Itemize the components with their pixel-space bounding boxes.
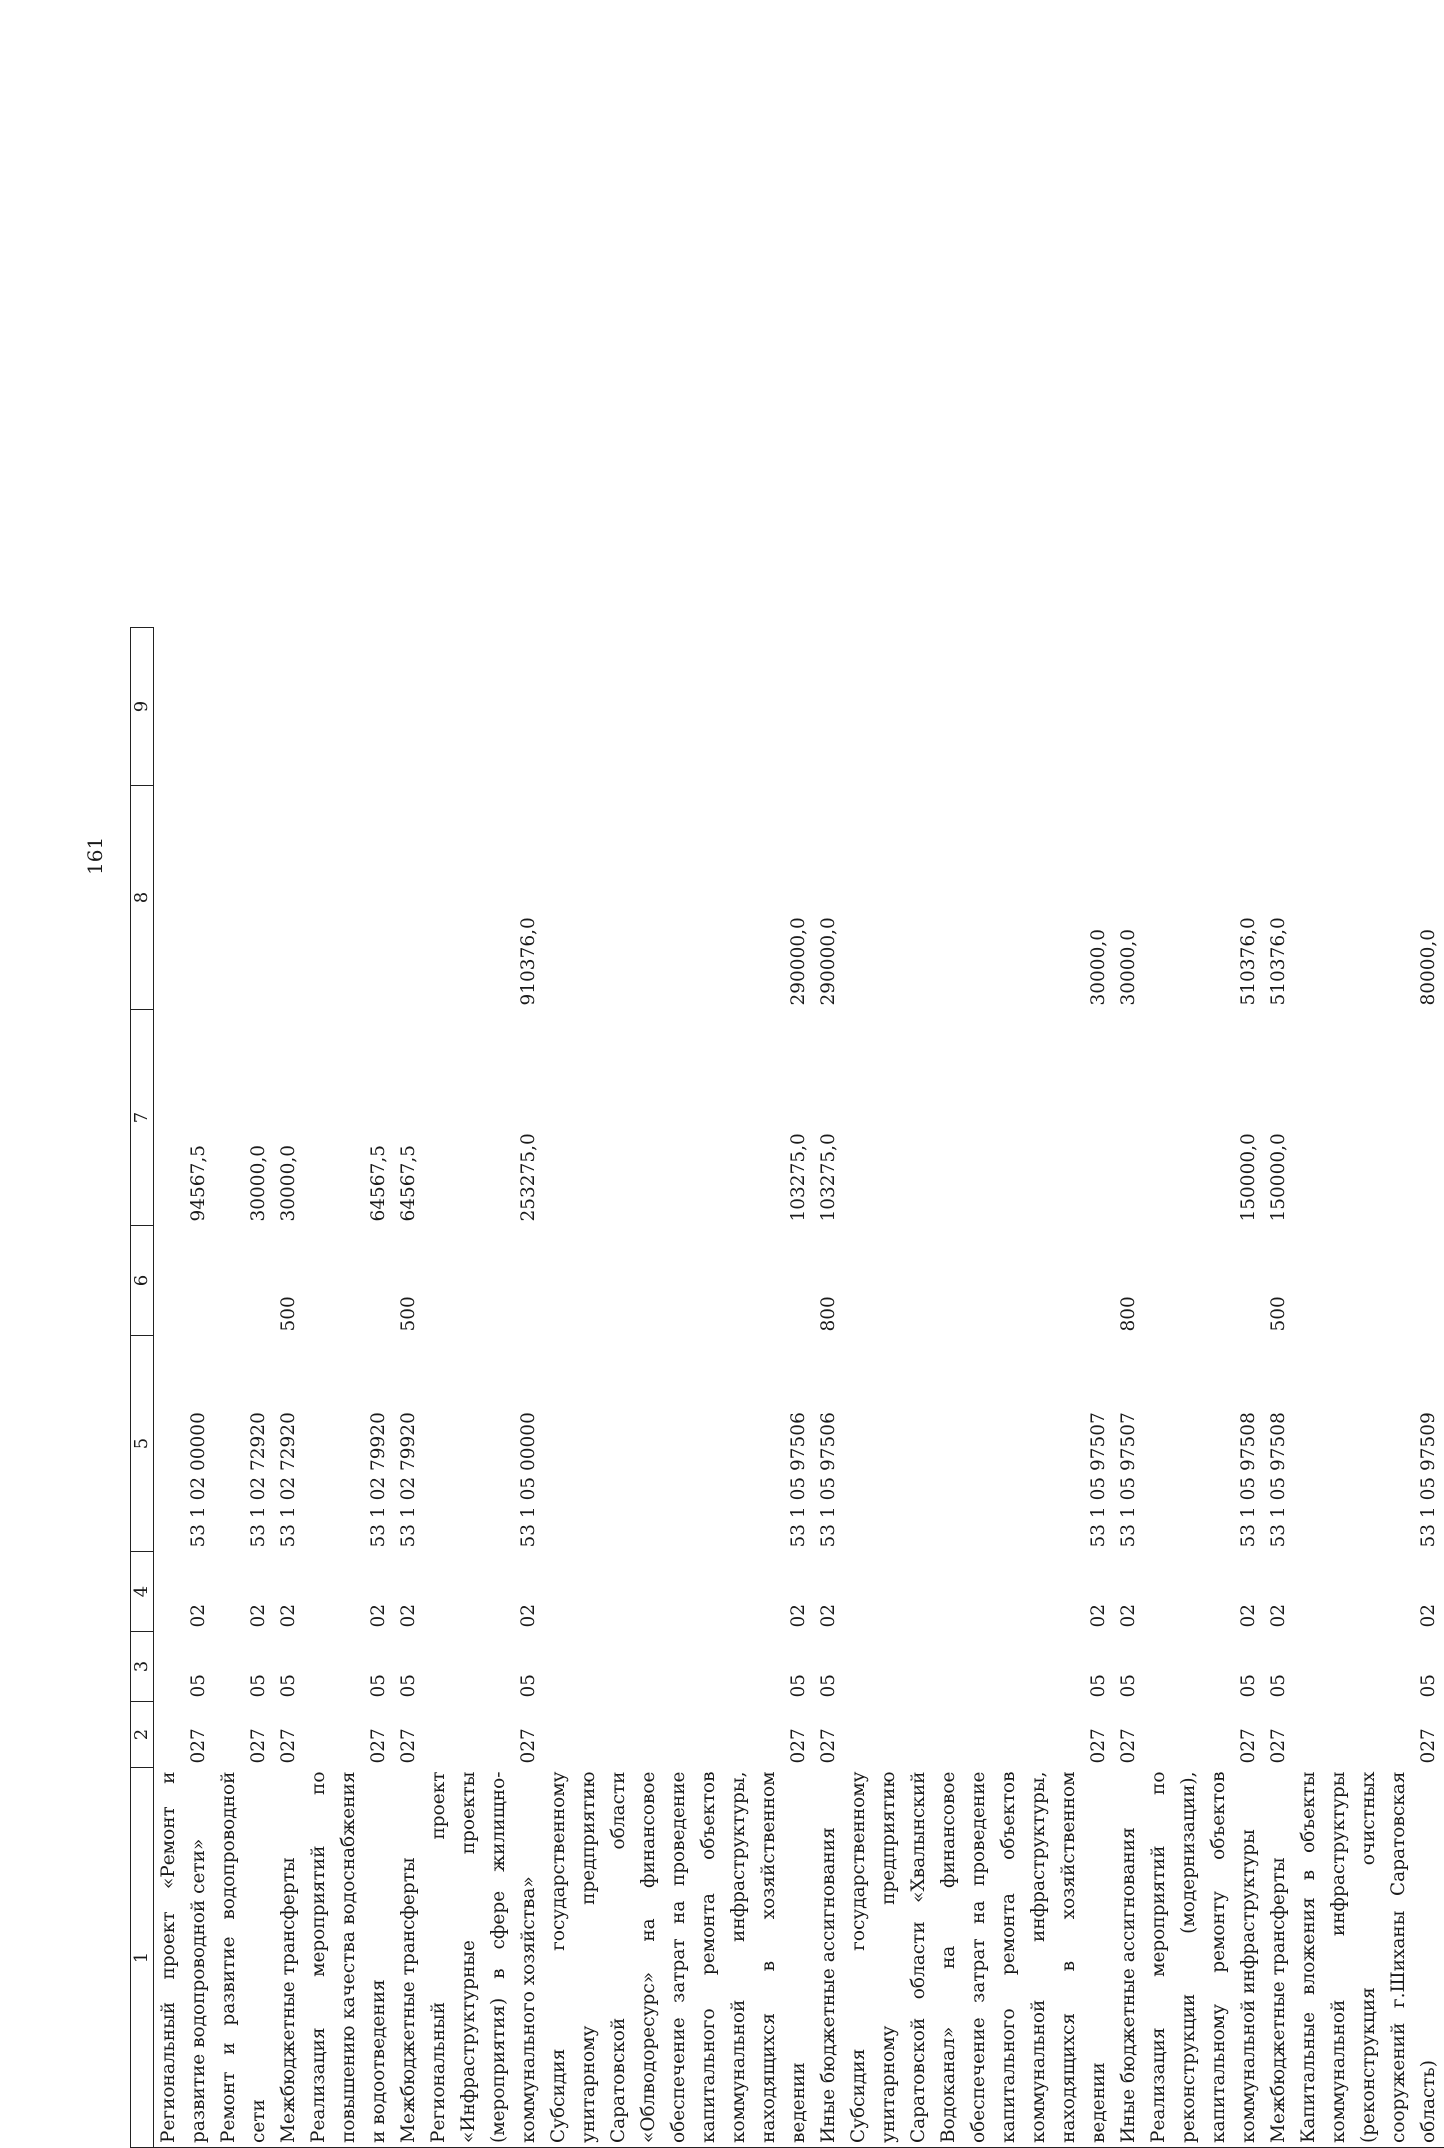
section-cell: 05	[1268, 1673, 1289, 1698]
amount-col7-cell: 64567,5	[368, 1144, 389, 1222]
amount-col7-cell: 253275,0	[518, 1133, 539, 1222]
expense-type-cell: 500	[398, 1296, 419, 1332]
column-header: 6	[131, 1226, 154, 1336]
admin-code-cell: 027	[1238, 1728, 1259, 1764]
row-name-cell: Капитальные вложения в объекты коммунальной инфраструктуры (реконструкция очистных сооружений г.Шиханы Саратовская область)	[1294, 1768, 1444, 2148]
target-article-cell: 53 1 02 72920	[278, 1412, 299, 1548]
row-name-cell: Иные бюджетные ассигнования	[814, 1768, 844, 2148]
row-name-cell: Иные бюджетные ассигнования	[1114, 1768, 1144, 2148]
column-header: 4	[131, 1552, 154, 1632]
table-row	[304, 628, 394, 2148]
expense-type-cell	[1144, 1226, 1264, 1336]
amount-col9-cell	[1144, 628, 1264, 786]
column-header: 7	[131, 1010, 154, 1226]
table-row	[814, 628, 844, 2148]
table-row	[394, 628, 424, 2148]
row-name-cell: Ремонт и развитие водопроводной сети	[214, 1768, 274, 2148]
expense-type-cell	[304, 1226, 394, 1336]
subsection-cell: 02	[248, 1603, 269, 1628]
amount-col8-cell	[304, 786, 394, 1010]
row-name-cell: Межбюджетные трансферты	[274, 1768, 304, 2148]
amount-col9-cell	[844, 628, 1114, 786]
subsection-cell: 02	[1268, 1603, 1289, 1628]
table-row	[154, 628, 215, 2148]
amount-col9-cell	[424, 628, 544, 786]
amount-col8-cell: 290000,0	[788, 917, 809, 1006]
table-row	[274, 628, 304, 2148]
amount-col9-cell	[814, 628, 844, 786]
target-article-cell: 53 1 05 00000	[518, 1412, 539, 1548]
admin-code-cell: 027	[278, 1728, 299, 1764]
amount-col7-cell: 150000,0	[1238, 1133, 1259, 1222]
amount-col8-cell: 510376,0	[1238, 917, 1259, 1006]
subsection-cell: 02	[1418, 1603, 1439, 1628]
expense-type-cell: 500	[278, 1296, 299, 1332]
target-article-cell: 53 1 05 97507	[1118, 1412, 1139, 1548]
section-cell: 05	[1118, 1673, 1139, 1698]
amount-col8-cell: 80000,0	[1418, 928, 1439, 1006]
amount-col9-cell	[1114, 628, 1144, 786]
column-header: 5	[131, 1336, 154, 1552]
row-name-cell: Субсидия государственному унитарному предприятию Саратовской области «Облводоресурс» на финансовое обеспечение затрат на проведение капитального ремонта объектов коммунальной инфраструктуры, находящихся в хозяйственном ведении	[544, 1768, 814, 2148]
admin-code-cell: 027	[518, 1728, 539, 1764]
section-cell: 05	[188, 1673, 209, 1698]
target-article-cell: 53 1 02 79920	[398, 1412, 419, 1548]
admin-code-cell: 027	[188, 1728, 209, 1764]
amount-col9-cell	[544, 628, 814, 786]
table-row	[1264, 628, 1294, 2148]
section-cell: 05	[1418, 1673, 1439, 1698]
target-article-cell: 53 1 02 00000	[188, 1412, 209, 1548]
expense-type-cell	[214, 1226, 274, 1336]
column-header: 2	[131, 1702, 154, 1768]
subsection-cell: 02	[368, 1603, 389, 1628]
section-cell: 05	[368, 1673, 389, 1698]
subsection-cell: 02	[1118, 1603, 1139, 1628]
column-header: 3	[131, 1632, 154, 1702]
admin-code-cell: 027	[788, 1728, 809, 1764]
table-row	[424, 628, 544, 2148]
amount-col8-cell	[274, 786, 304, 1010]
amount-col7-cell: 30000,0	[278, 1144, 299, 1222]
amount-col8-cell: 510376,0	[1268, 917, 1289, 1006]
section-cell: 05	[1088, 1673, 1109, 1698]
subsection-cell: 02	[518, 1603, 539, 1628]
column-header: 8	[131, 786, 154, 1010]
admin-code-cell: 027	[1118, 1728, 1139, 1764]
expense-type-cell: 500	[1268, 1296, 1289, 1332]
admin-code-cell: 027	[1268, 1728, 1289, 1764]
subsection-cell: 02	[188, 1603, 209, 1628]
target-article-cell: 53 1 05 97507	[1088, 1412, 1109, 1548]
section-cell: 05	[1238, 1673, 1259, 1698]
admin-code-cell: 027	[248, 1728, 269, 1764]
expense-type-cell: 800	[1118, 1296, 1139, 1332]
admin-code-cell: 027	[398, 1728, 419, 1764]
rotated-page	[0, 548, 1439, 2148]
amount-col9-cell	[274, 628, 304, 786]
amount-col9-cell	[304, 628, 394, 786]
amount-col9-cell	[394, 628, 424, 786]
target-article-cell: 53 1 02 79920	[368, 1412, 389, 1548]
table-row	[1144, 628, 1264, 2148]
amount-col7-cell: 103275,0	[818, 1133, 839, 1222]
amount-col7-cell	[1294, 1010, 1444, 1226]
section-cell: 05	[818, 1673, 839, 1698]
row-name-cell: Межбюджетные трансферты	[394, 1768, 424, 2148]
subsection-cell: 02	[788, 1603, 809, 1628]
amount-col8-cell: 30000,0	[1088, 928, 1109, 1006]
amount-col8-cell: 910376,0	[518, 917, 539, 1006]
admin-code-cell: 027	[818, 1728, 839, 1764]
section-cell: 05	[398, 1673, 419, 1698]
table-header-row	[131, 628, 154, 2148]
admin-code-cell: 027	[1088, 1728, 1109, 1764]
amount-col7-cell	[844, 1010, 1114, 1226]
amount-col8-cell	[394, 786, 424, 1010]
section-cell: 05	[788, 1673, 809, 1698]
amount-col9-cell	[1294, 628, 1444, 786]
amount-col9-cell	[1264, 628, 1294, 786]
amount-col7-cell: 64567,5	[398, 1144, 419, 1222]
target-article-cell: 53 1 05 97508	[1238, 1412, 1259, 1548]
column-header: 9	[131, 628, 154, 786]
table-row	[1294, 628, 1444, 2148]
subsection-cell: 02	[1238, 1603, 1259, 1628]
row-name-cell: Реализация мероприятий по реконструкции (модернизации), капитальному ремонту объектов коммунальной инфраструктуры	[1144, 1768, 1264, 2148]
amount-col7-cell: 94567,5	[188, 1144, 209, 1222]
table-row	[214, 628, 274, 2148]
amount-col7-cell: 150000,0	[1268, 1133, 1289, 1222]
subsection-cell: 02	[818, 1603, 839, 1628]
target-article-cell: 53 1 05 97508	[1268, 1412, 1289, 1548]
amount-col8-cell: 30000,0	[1118, 928, 1139, 1006]
expense-type-cell	[844, 1226, 1114, 1336]
target-article-cell: 53 1 02 72920	[248, 1412, 269, 1548]
row-name-cell: Региональный проект «Инфраструктурные проекты (мероприятия) в сфере жилищно-коммунального хозяйства»	[424, 1768, 544, 2148]
table-row	[844, 628, 1114, 2148]
target-article-cell: 53 1 05 97506	[818, 1412, 839, 1548]
expense-type-cell	[154, 1226, 215, 1336]
amount-col8-cell: 290000,0	[818, 917, 839, 1006]
admin-code-cell: 027	[368, 1728, 389, 1764]
row-name-cell: Региональный проект «Ремонт и развитие водопроводной сети»	[154, 1768, 215, 2148]
amount-col9-cell	[214, 628, 274, 786]
amount-col7-cell	[1114, 1010, 1144, 1226]
expense-type-cell	[1294, 1226, 1444, 1336]
amount-col8-cell	[214, 786, 274, 1010]
subsection-cell: 02	[398, 1603, 419, 1628]
expense-type-cell	[544, 1226, 814, 1336]
admin-code-cell: 027	[1418, 1728, 1439, 1764]
page-number: 161	[83, 836, 107, 875]
amount-col7-cell: 30000,0	[248, 1144, 269, 1222]
row-name-cell: Субсидия государственному унитарному предприятию Саратовской области «Хвалынский Водоканал» на финансовое обеспечение затрат на проведение капитального ремонта объектов коммунальной инфраструктуры, находящихся в хозяйственном ведении	[844, 1768, 1114, 2148]
budget-table	[130, 627, 1444, 2148]
target-article-cell: 53 1 05 97506	[788, 1412, 809, 1548]
section-cell: 05	[278, 1673, 299, 1698]
expense-type-cell: 800	[818, 1296, 839, 1332]
column-header: 1	[131, 1768, 154, 2148]
row-name-cell: Реализация мероприятий по повышению качества водоснабжения и водоотведения	[304, 1768, 394, 2148]
amount-col9-cell	[154, 628, 215, 786]
table-row	[544, 628, 814, 2148]
expense-type-cell	[424, 1226, 544, 1336]
amount-col8-cell	[154, 786, 215, 1010]
target-article-cell: 53 1 05 97509	[1418, 1412, 1439, 1548]
amount-col7-cell: 103275,0	[788, 1133, 809, 1222]
section-cell: 05	[248, 1673, 269, 1698]
section-cell: 05	[518, 1673, 539, 1698]
row-name-cell: Межбюджетные трансферты	[1264, 1768, 1294, 2148]
subsection-cell: 02	[1088, 1603, 1109, 1628]
table-row	[1114, 628, 1144, 2148]
subsection-cell: 02	[278, 1603, 299, 1628]
